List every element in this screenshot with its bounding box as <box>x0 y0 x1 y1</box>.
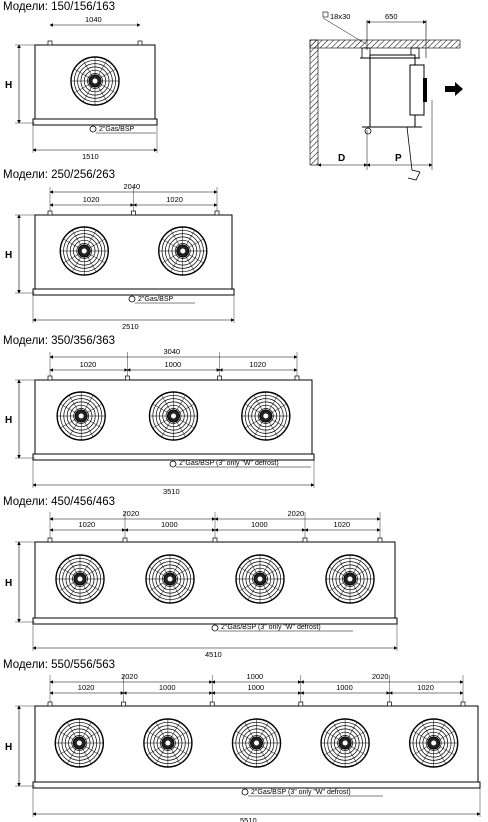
height-label: H <box>5 80 13 91</box>
dim-length: 3510 <box>163 487 180 496</box>
dim-total: 2040 <box>123 182 141 191</box>
dim-total: 2020 <box>121 672 138 681</box>
model-title-2: Модели: 250/256/263 <box>3 169 116 181</box>
pipe-label: 2"Gas/BSP (3" only "W" defrost) <box>179 460 279 467</box>
model-title-1: Модели: 150/156/163 <box>3 1 116 13</box>
dim-length: 1510 <box>82 152 99 161</box>
model-title-5: Модели: 550/556/563 <box>3 659 116 671</box>
dim-spacing: 1000 <box>251 520 268 529</box>
dim-spacing: 1000 <box>158 683 176 692</box>
dim-spacing: 1020 <box>78 520 96 529</box>
dim-spacing: 1000 <box>336 683 353 692</box>
pipe-label: 2"Gas/BSP <box>138 296 174 303</box>
drain-pipe <box>212 625 218 631</box>
dim-spacing: 1020 <box>249 360 267 369</box>
airflow-arrow <box>445 82 463 96</box>
dim-total: 2020 <box>122 509 140 518</box>
dim-total: 2020 <box>287 509 305 518</box>
side-bracket-label: 18x30 <box>330 12 351 21</box>
height-label: H <box>5 578 13 589</box>
dim-length: 2510 <box>122 322 139 331</box>
drain-pipe <box>242 789 248 795</box>
dim-spacing: 1020 <box>79 360 97 369</box>
dim-spacing: 1020 <box>333 520 351 529</box>
side-view <box>310 12 463 180</box>
dim-spacing: 1020 <box>166 195 183 204</box>
dim-total: 2020 <box>371 672 389 681</box>
dim-total: 1040 <box>85 15 102 24</box>
height-label: H <box>5 415 13 426</box>
dim-spacing: 1020 <box>417 683 434 692</box>
model-title-4: Модели: 450/456/463 <box>3 496 116 508</box>
dim-spacing: 1020 <box>82 195 100 204</box>
dim-spacing: 1000 <box>161 520 178 529</box>
height-label: H <box>5 742 13 753</box>
dim-length: 4510 <box>205 650 222 659</box>
pipe-label: 2"Gas/BSP (3" only "W" defrost) <box>251 789 351 796</box>
dim-length: 5510 <box>240 816 257 822</box>
drain-pipe <box>90 126 96 132</box>
dim-total: 1000 <box>246 672 264 681</box>
dim-spacing: 1000 <box>164 360 182 369</box>
model-title-3: Модели: 350/356/363 <box>3 335 116 347</box>
pipe-label: 2"Gas/BSP <box>99 126 135 133</box>
dim-total: 3040 <box>163 347 181 356</box>
side-label-d: D <box>338 153 346 164</box>
height-label: H <box>5 250 13 261</box>
drain-pipe <box>129 296 135 302</box>
pipe-label: 2"Gas/BSP (3" only "W" defrost) <box>221 624 321 631</box>
side-depth-label: 650 <box>385 12 398 21</box>
side-label-p: P <box>395 153 402 164</box>
dim-spacing: 1020 <box>77 683 95 692</box>
drain-pipe <box>170 461 176 467</box>
dim-spacing: 1000 <box>247 683 265 692</box>
